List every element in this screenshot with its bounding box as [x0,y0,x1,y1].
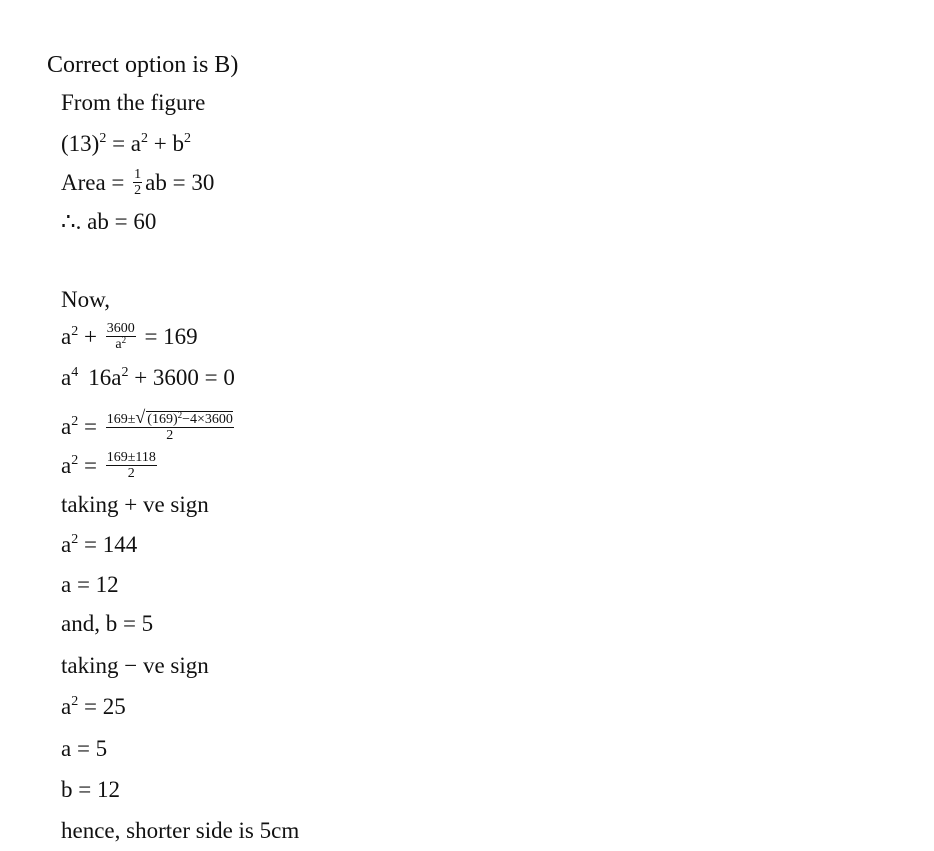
line-b-12: b = 12 [61,777,120,802]
line-a-12: a = 12 [61,572,119,597]
line-pythagoras: $(13)^2 = a^2 + b^2$ [61,131,191,156]
fraction-half: $\frac{1}{2}$ [134,167,142,199]
fraction-3600-over-a2: $\frac{3600}{a^2}$ [106,321,135,353]
sqrt-icon: √ [135,407,146,427]
fraction-169-118: $\frac{169\pm 118}{2}$ [106,450,156,482]
line-roots: $a^2$ = $\frac{169\pm 118}{2}$ [61,450,156,482]
line-a2-25: $a^2 = 25$ [61,694,126,719]
answer-heading: Correct option is B) [47,52,239,78]
line-b-5: and, b = 5 [61,611,154,636]
line-taking-plus: taking + ve sign [61,492,209,517]
line-a2-144: $a^2 = 144$ [61,532,138,557]
line-now: Now, [61,287,110,312]
line-taking-minus: taking − ve sign [61,653,209,678]
fraction-quadratic-root: $\frac{169\pm√ (169)^2-4\times 3600}{2}$ [106,407,233,443]
line-area: Area = $\frac{1}{2}$ ab = 30 [61,167,215,199]
line-quadratic: $a^4$ $16a^2 + 3600 = 0$ [61,365,235,390]
line-therefore-ab: ∴. ab = 60 [61,209,157,234]
line-quadratic-formula: $a^2$ = $\frac{169\pm√ (169)^2-4\times 3600}{2}$ [61,407,233,443]
line-conclusion: hence, shorter side is 5cm [61,818,300,843]
line-substitution: $a^2$ + $\frac{3600}{a^2}$ = 169 [61,321,198,353]
line-from-figure: From the figure [61,90,206,115]
line-a-5: a = 5 [61,736,108,761]
